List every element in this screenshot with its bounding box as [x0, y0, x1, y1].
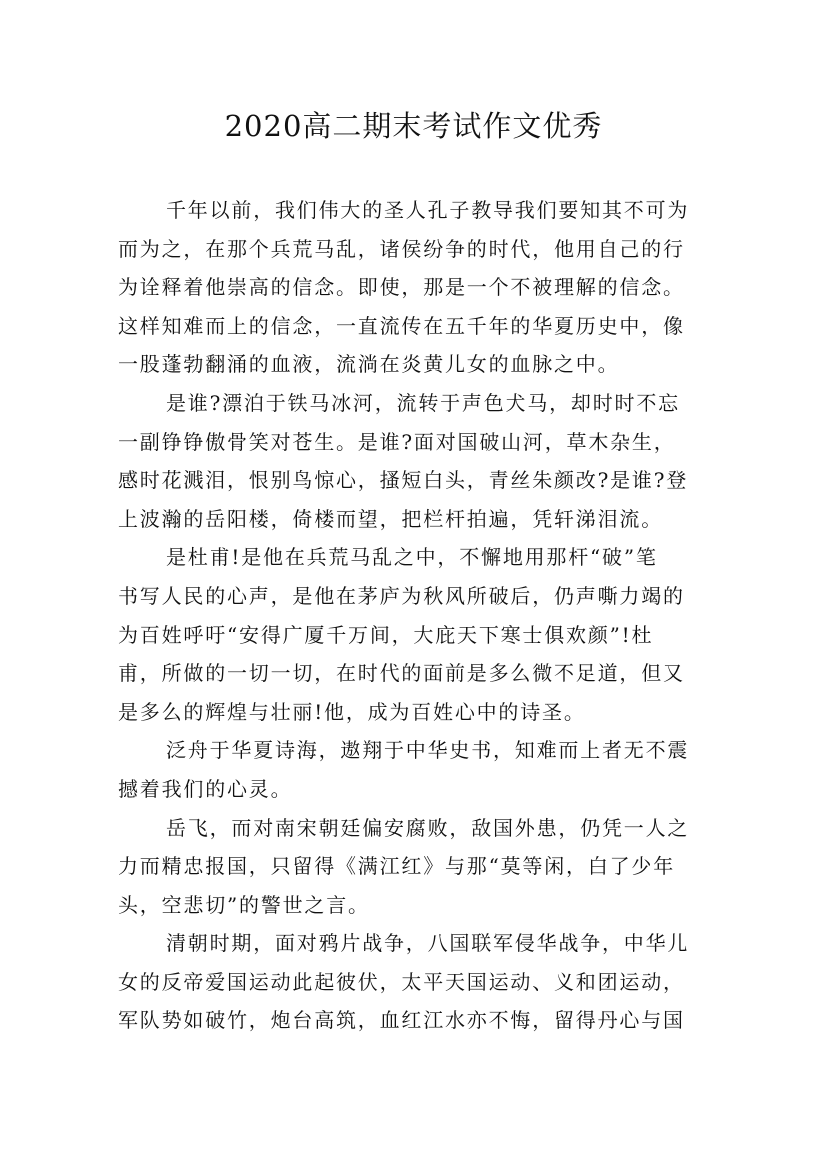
essay-line-9: 上波瀚的岳阳楼，倚楼而望，把栏杆拍遍，凭轩涕泪流。: [118, 506, 663, 531]
essay-line-20: 清朝时期，面对鸦片战争，八国联军侵华战争，中华儿: [166, 931, 690, 956]
essay-line-17: 岳飞，而对南宋朝廷偏安腐败，敌国外患，仍凭一人之: [166, 815, 690, 840]
essay-line-15: 泛舟于华夏诗海，遨翔于中华史书，知难而上者无不震: [166, 738, 690, 763]
essay-line-11: 书写人民的心声，是他在茅庐为秋风所破后，仍声嘶力竭的: [118, 583, 685, 608]
essay-line-22: 军队势如破竹，炮台高筑，血红江水亦不悔，留得丹心与国: [118, 1008, 685, 1033]
essay-line-21: 女的反帝爱国运动此起彼伏，太平天国运动、义和团运动，: [118, 969, 685, 994]
essay-line-12: 为百姓呼吁“安得广厦千万间，大庇天下寒士俱欢颜”!杜: [118, 622, 654, 647]
essay-line-2: 而为之，在那个兵荒马乱，诸侯纷争的时代，他用自己的行: [118, 236, 685, 261]
essay-line-3: 为诠释着他崇高的信念。即使，那是一个不被理解的信念。: [118, 275, 685, 300]
essay-line-19: 头，空悲切”的警世之言。: [118, 892, 370, 917]
essay-line-10: 是杜甫!是他在兵荒马乱之中，不懈地用那杆“破”笔: [166, 545, 658, 570]
essay-line-18: 力而精忠报国，只留得《满江红》与那“莫等闲，白了少年: [118, 854, 676, 879]
essay-line-16: 撼着我们的心灵。: [118, 776, 293, 801]
essay-line-13: 甫，所做的一切一切，在时代的面前是多么微不足道，但又: [118, 661, 685, 686]
essay-line-5: 一股蓬勃翻涌的血液，流淌在炎黄儿女的血脉之中。: [118, 352, 620, 377]
document-title: 2020高二期末考试作文优秀: [224, 109, 603, 143]
essay-line-1: 千年以前，我们伟大的圣人孔子教导我们要知其不可为: [166, 198, 690, 222]
essay-line-8: 感时花溅泪，恨别鸟惊心，搔短白头，青丝朱颜改?是谁?登: [118, 468, 689, 493]
essay-line-7: 一副铮铮傲骨笑对苍生。是谁?面对国破山河，草木杂生，: [118, 429, 676, 454]
essay-body: [118, 191, 718, 1040]
essay-line-4: 这样知难而上的信念，一直流传在五千年的华夏历史中，像: [118, 313, 685, 338]
essay-line-14: 是多么的辉煌与壮丽!他，成为百姓心中的诗圣。: [118, 699, 586, 724]
essay-line-6: 是谁?漂泊于铁马冰河，流转于声色犬马，却时时不忘: [166, 390, 680, 415]
